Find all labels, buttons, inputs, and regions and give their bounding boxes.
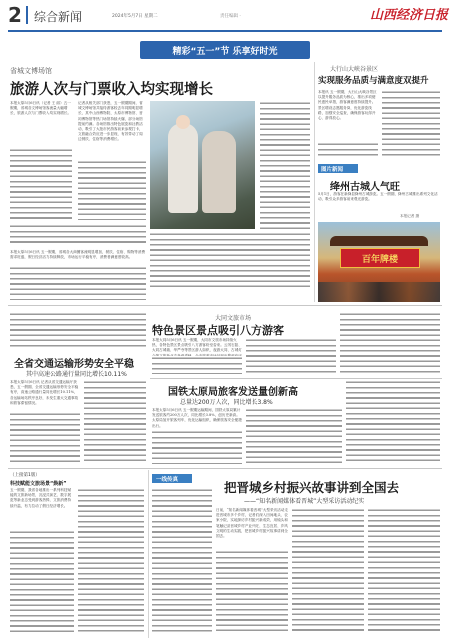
page-header bbox=[0, 0, 450, 36]
right-headline: 实现服务品质与满意度双提升 bbox=[318, 76, 429, 86]
bottom-left-divider bbox=[148, 470, 149, 638]
left-short-1-text: 本报太原5月6日讯 五一假期，省城各大商圈客流明显增加，餐饮、住宿、购物等消费需求旺盛，假日经济活力持续释放，市场运行平稳有序，消费者满意度较高。 bbox=[10, 250, 146, 260]
middle-body bbox=[152, 338, 242, 354]
bottom-left-label: （上接第1版） bbox=[10, 473, 40, 478]
crowd bbox=[318, 282, 440, 302]
right-body bbox=[318, 90, 378, 140]
lead-body bbox=[78, 101, 146, 157]
taiyuan-body bbox=[152, 408, 242, 428]
photo-headline: 绛州古城人气旺 bbox=[330, 182, 400, 193]
middle-fill-1 bbox=[246, 338, 336, 374]
traffic-subheadline: 其中高速公路通行量同比增长10.11% bbox=[26, 371, 127, 378]
middle-kicker: 大同文旅市场 bbox=[215, 315, 252, 322]
header-rule bbox=[8, 30, 442, 32]
frontline-label-text: 一线传真 bbox=[156, 477, 179, 483]
taiyuan-fill-3 bbox=[346, 380, 440, 464]
gate-plaque bbox=[340, 248, 420, 268]
lead-photo bbox=[150, 101, 255, 229]
lead-intro-fill bbox=[10, 148, 72, 220]
middle-headline: 特色景区景点吸引八方游客 bbox=[152, 324, 284, 337]
right-body-fill bbox=[382, 90, 440, 156]
gucheng-photo bbox=[318, 222, 440, 302]
bottom-left-subhead: 科技赋能文旅场景“焕新” bbox=[10, 481, 67, 487]
gate-roof bbox=[330, 236, 428, 246]
bottom-left-body-text: 五一假期，我省各地推出一系列科技赋能的文旅新场景，沉浸式演艺、数字展览等新业态受到游客热捧，文旅消费持续升温，有力拉动了假日经济增长。 bbox=[10, 488, 72, 508]
bottom-main-body bbox=[216, 508, 288, 548]
page-number: 2 bbox=[8, 3, 22, 27]
traffic-fill-2 bbox=[84, 380, 146, 464]
photo-credit: 本报记者 摄 bbox=[400, 214, 420, 218]
frontline-label bbox=[152, 474, 192, 483]
lead-kicker: 省城文博场馆 bbox=[10, 67, 52, 75]
left-mid-fill bbox=[10, 312, 146, 350]
bottom-main-fill-2 bbox=[292, 508, 364, 634]
middle-body-text: 本报大同5月6日讯 五一假期，大同市文旅市场持续火热，各特色景区景点吸引八方游客纷至沓来。云冈石窟、大同古城墙、华严寺等景区游人如织，夜游大同、古城灯 bbox=[152, 338, 242, 353]
traffic-headline: 全省交通运输形势安全平稳 bbox=[14, 359, 134, 370]
photo-caption: 5月1日，游客在新绛县绛州古城游览。五一假期，绛州古城推出系列文化活动，吸引众多游客前来观光游览。 bbox=[318, 192, 438, 202]
middle-fill-3 bbox=[152, 356, 242, 374]
lead-headline: 旅游人次与门票收入均实现增长 bbox=[10, 81, 213, 98]
photo-figure-left bbox=[168, 123, 198, 213]
taiyuan-headline: 国铁太原局旅客发送量创新高 bbox=[168, 387, 298, 398]
gate-plaque-text: 百年牌楼 bbox=[361, 255, 398, 265]
photo-figure-right bbox=[202, 131, 236, 213]
lead-continuation-1 bbox=[260, 101, 310, 229]
photo-news-label bbox=[318, 164, 358, 173]
lead-body-fill bbox=[78, 160, 146, 220]
middle-fill-2 bbox=[340, 312, 440, 374]
bottom-left-body bbox=[10, 488, 74, 528]
rule-middle bbox=[150, 378, 442, 379]
rule-upper bbox=[8, 305, 442, 306]
traffic-body-text: 本报太原5月6日讯 记者从省交通运输厅获悉，五一假期，全省交通运输形势安全平稳有序，高速公路通行量同比增长10.11%，各运输场站秩序良好，未发生重大交通事故和旅客滞留情况。 bbox=[10, 380, 79, 405]
photo-caption-block bbox=[318, 192, 440, 212]
photo-figure-head bbox=[176, 115, 190, 129]
bottom-main-body-text: 日前，“知名新闻媒体看晋城”大型采访活动走进晋城市多个乡村，记者们深入田间地头、农家小院，实地探访乡村振兴新成效，用镜头和笔触记录晋城乡村产业兴旺、生态宜居、乡风文明的生动实践，把晋城乡村振兴故事讲到全国去。 bbox=[216, 508, 288, 539]
left-short-1-fill bbox=[10, 266, 146, 300]
bottom-left-fill-2 bbox=[78, 488, 144, 634]
right-column-divider bbox=[314, 62, 315, 302]
photo-news-text: 图片新闻 bbox=[321, 167, 344, 173]
lead-intro-text: 本报太原5月6日讯（记者 王 丽）五一假期，省城各文博场馆客流量大幅增长，旅游人次与门票收入均实现增长。 bbox=[10, 101, 72, 116]
lead-body-text: 记者从相关部门获悉，五一假期期间，省城文博场馆共接待游客较去年同期明显增长，其中山西博物院、太原市博物馆、晋祠博物馆等热门场馆持续火爆，部分场馆提前约满。各场馆推出特色展览和社教活动，吸引了大批市民游客前来参观打卡，文旅融合效应进一步显现，有效带动了周边餐饮、住宿等消费增长。 bbox=[78, 101, 143, 142]
bottom-main-fill-3 bbox=[368, 508, 440, 634]
right-body-fill-2 bbox=[318, 142, 378, 156]
bottom-main-fill-1 bbox=[216, 550, 288, 634]
taiyuan-body-text: 本报太原5月6日讯 五一假期运输期间，国铁太原局累计发送旅客约200万人次，同比增长3.8%，创历史新高。太原局加开旅客列车，优化运输组织，确保旅客安全便捷出行。 bbox=[152, 408, 242, 428]
editor-line: 责任编辑 · bbox=[220, 14, 241, 19]
section-bar bbox=[26, 6, 28, 24]
traffic-body bbox=[10, 380, 80, 410]
bottom-headline: 把晋城乡村振兴故事讲到全国去 bbox=[224, 480, 400, 495]
right-body-text: 本报讯 五一假期，大行山大峡谷景区以提升服务品质为核心，推出多项便民惠民举措，游客满意度持续提升。景区增设志愿服务岗，优化游览线路，加强安全巡查，确保游客玩得开心、游得放心。 bbox=[318, 90, 377, 121]
taiyuan-fill-2 bbox=[246, 408, 342, 464]
traffic-fill-1 bbox=[10, 412, 80, 464]
lead-continuation-2 bbox=[150, 232, 310, 287]
holiday-banner bbox=[140, 41, 310, 59]
rule-lower bbox=[8, 468, 442, 469]
lead-left-lower bbox=[10, 224, 146, 246]
right-kicker: 大行山大峡谷景区 bbox=[330, 66, 379, 73]
bottom-subheadline: ——“知名新闻媒体看晋城”大型采访活动纪实 bbox=[244, 498, 365, 505]
masthead-logo: 山西经济日报 bbox=[370, 8, 449, 23]
date-line: 2024年5月7日 星期二 bbox=[112, 14, 158, 19]
taiyuan-subheadline: 总量达200万人次，同比增长3.8% bbox=[180, 399, 273, 406]
bottom-main-fill-left bbox=[152, 488, 212, 634]
section-title: 综合新闻 bbox=[34, 10, 83, 24]
taiyuan-fill-1 bbox=[152, 430, 242, 464]
bottom-left-fill-1 bbox=[10, 530, 74, 634]
banner-text: 精彩“五一”节 乐享好时光 bbox=[172, 47, 278, 57]
